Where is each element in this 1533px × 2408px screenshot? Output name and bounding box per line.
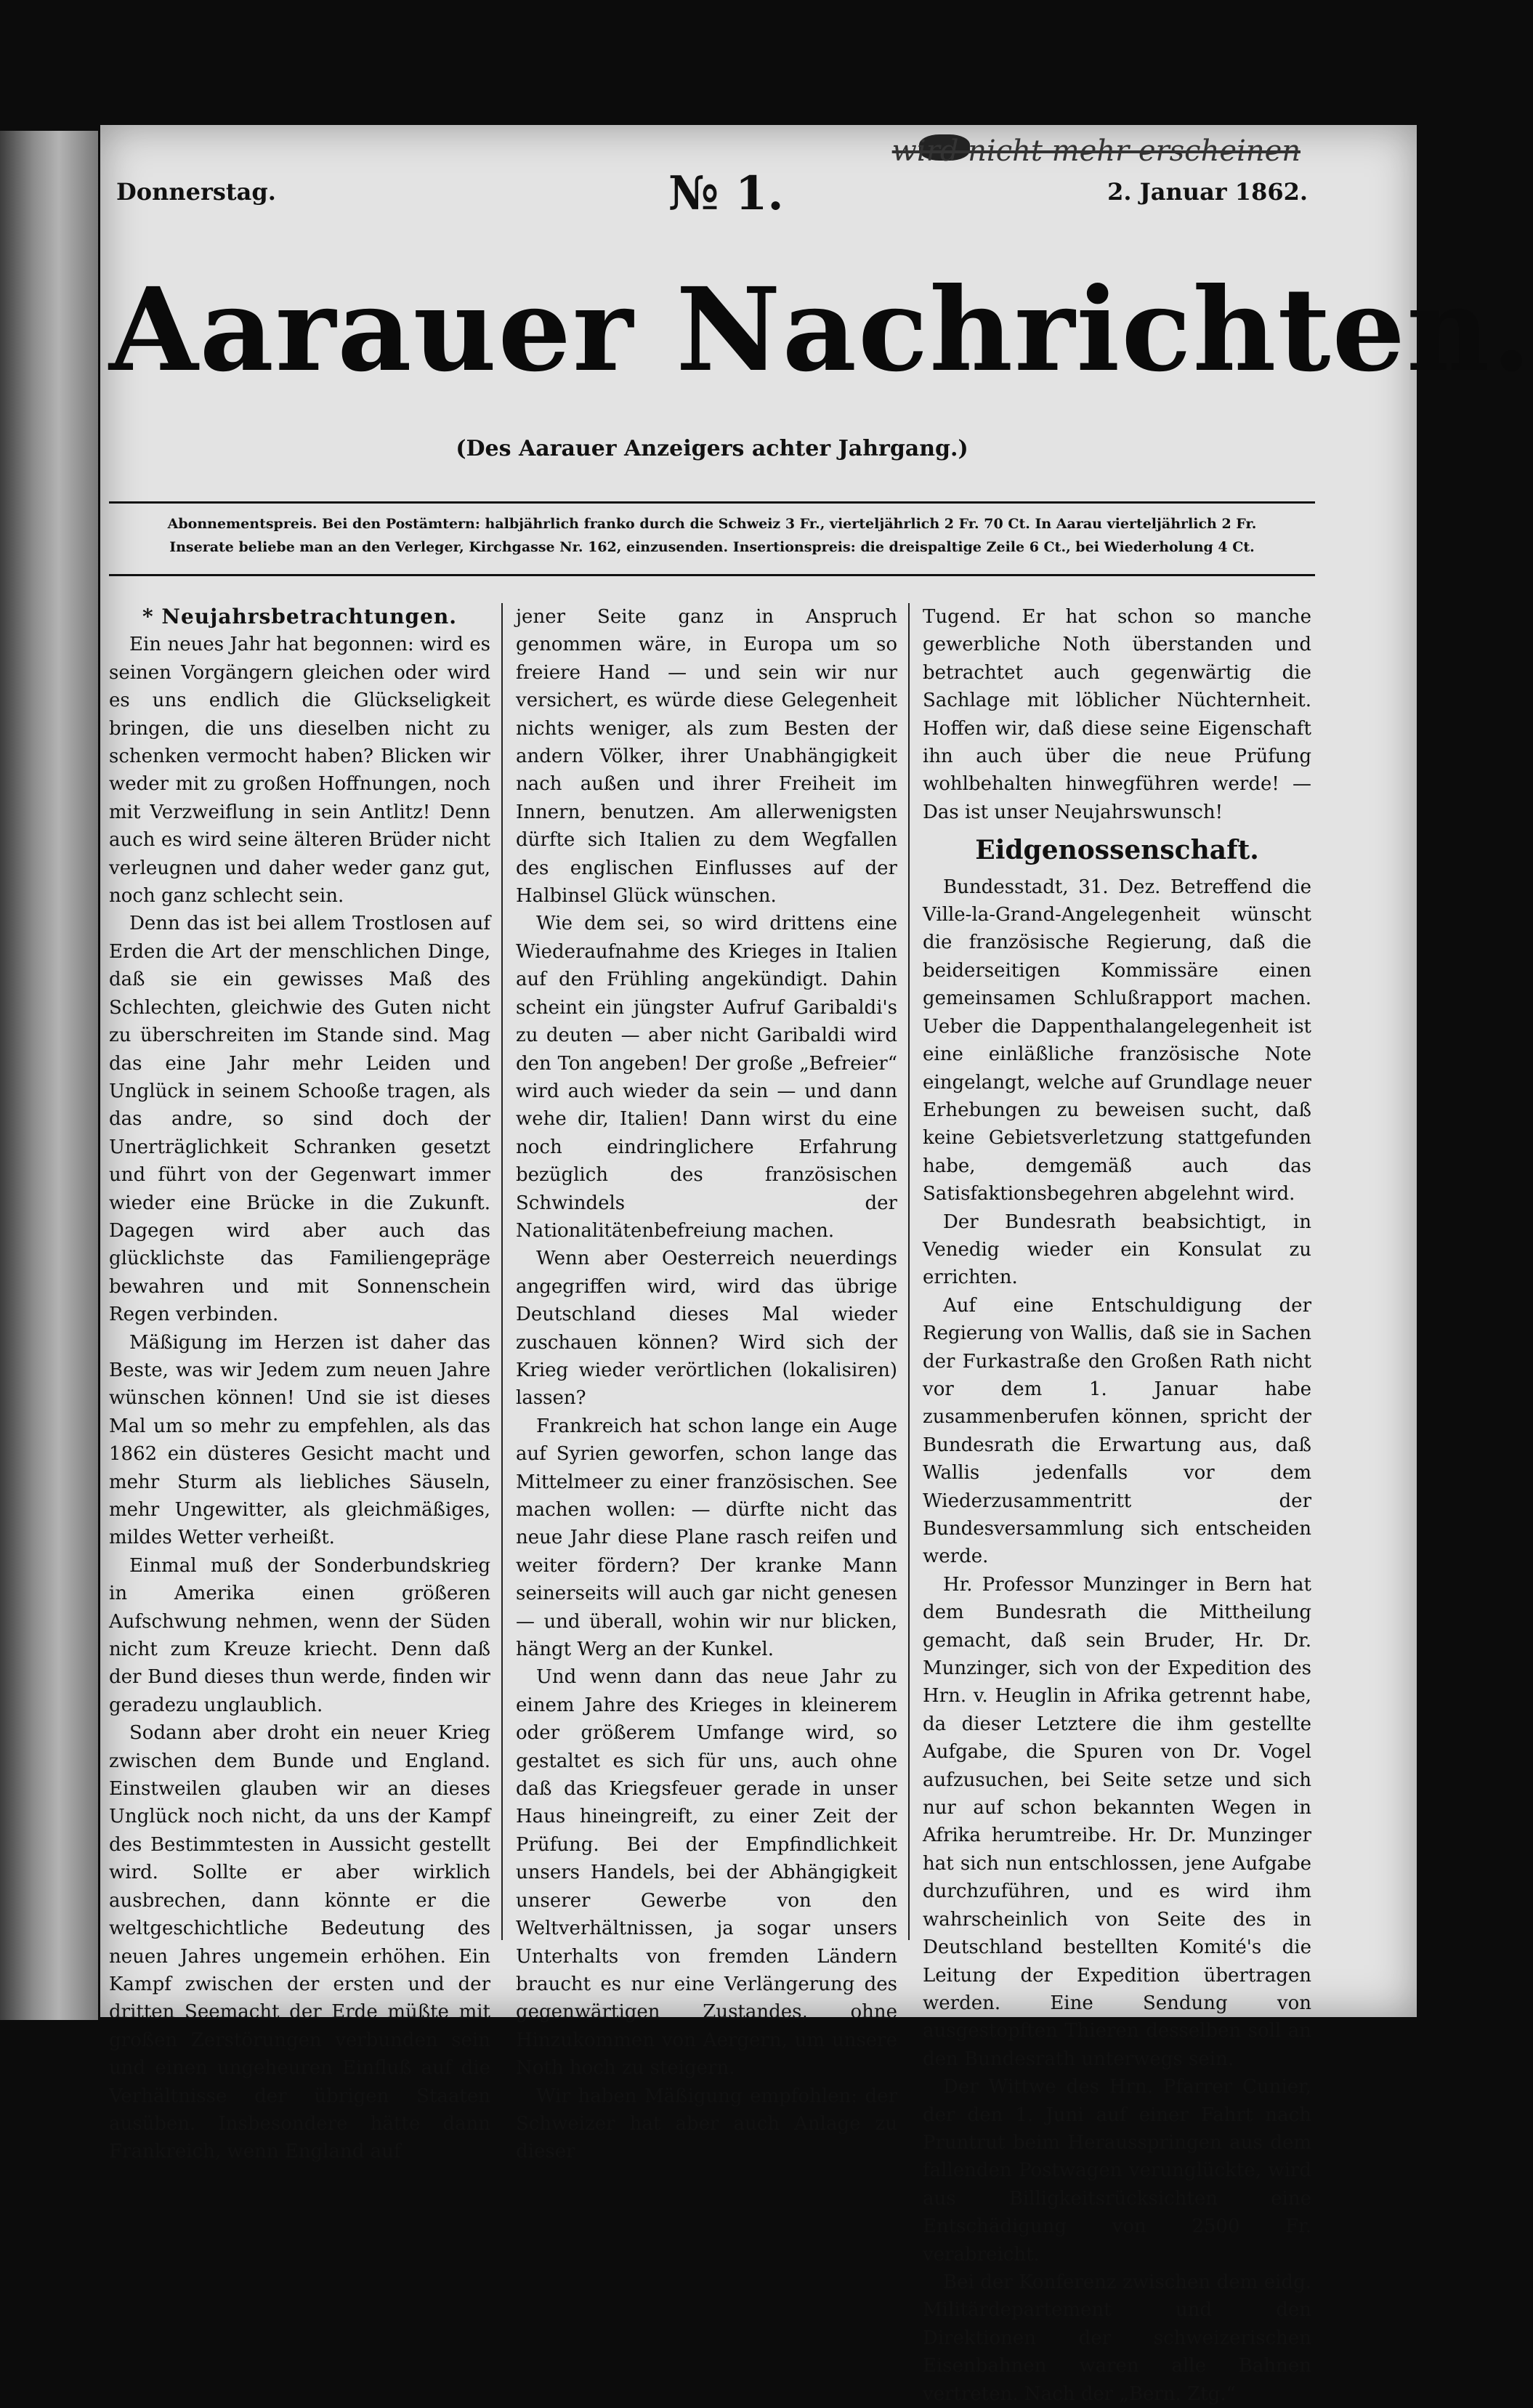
paragraph: Sodann aber droht ein neuer Krieg zwischen dem Bunde und England. Einstweilen glauben wir an dieses Unglück noch nicht, da uns der Kampf des Bestimmtesten in Aussicht gestellt wird. Sollte er aber wirklich ausbrechen, dann könnte er die weltgeschichtliche Bedeutung des neuen Jahres ungemein erhöhen. Ein Kampf zwischen der ersten und der dritten Seemacht der Erde müßte mit großen Zerstörungen verbunden sein und einen ungeheuren Einfluß auf die Verhältnisse der übrigen Staaten ausüben. Insbesondere hätte dann Frankreich, wenn England auf: [109, 1722, 490, 2163]
paragraph: Ein neues Jahr hat begonnen: wird es seinen Vorgängern gleichen oder wird es uns endlich die Glückseligkeit bringen, die uns dieselben nicht zu schenken vermocht haben? Blicken wir weder mit zu großen Hoffnungen, noch mit Verzweiflung in sein Antlitz! Denn auch es wird seine älteren Brüder nicht verleugnen und daher weder ganz gut, noch ganz schlecht sein.: [109, 634, 490, 908]
column-2: [516, 603, 897, 2163]
issue-date: 2. Januar 1862.: [1107, 178, 1308, 206]
subscription-info: [116, 512, 1308, 559]
paragraph: Hr. Professor Munzinger in Bern hat dem Bundesrath die Mittheilung gemacht, daß sein Bruder, Hr. Dr. Munzinger, sich von der Expedition des Hrn. v. Heuglin in Afrika getrennt habe, da dieser Letztere die ihm gestellte Aufgabe, die Spuren von Dr. Vogel aufzusuchen, bei Seite setze und sich nur auf schon bekannten Wegen in Afrika herumtreibe. Hr. Dr. Munzinger hat sich nun entschlossen, jene Aufgabe durchzuführen, und es wird ihm wahrscheinlich von Seite des in Deutschland bestellten Komité's die Leitung der Expedition übertragen werden. Eine Sendung von ausgestopften Thieren desselben soll an den Bundesrath unterwegs sein.: [923, 1573, 1311, 2070]
column-separator: [908, 603, 910, 1940]
masthead-subtitle: (Des Aarauer Anzeigers achter Jahrgang.): [456, 436, 968, 461]
rule-top: [109, 501, 1315, 504]
rule-bottom: [109, 574, 1315, 576]
column-separator: [501, 603, 503, 1940]
paragraph: Denn das ist bei allem Trostlosen auf Erden die Art der menschlichen Dinge, daß sie ein gewisses Maß des Schlechten, gleichwie des Guten nicht zu überschreiten im Stande sind. Mag das eine Jahr mehr Leiden und Unglück in seinem Schooße tragen, als das andre, so sind doch der Unerträglichkeit Schranken gesetzt und führt von der Gegenwart immer wieder eine Brücke in die Zukunft. Dagegen wird aber auch das glücklichste das Familiengepräge bewahren und mit Sonnenschein Regen verbinden.: [109, 913, 490, 1326]
page-content: [109, 134, 1533, 2405]
weekday: Donnerstag.: [116, 178, 276, 206]
paragraph: Mäßigung im Herzen ist daher das Beste, was wir Jedem zum neuen Jahre wünschen können! Und sie ist dieses Mal um so mehr zu empfehlen, als das 1862 ein düsteres Gesicht macht und mehr Sturm als liebliches Säuseln, mehr Ungewitter, als gleichmäßiges, mildes Wetter verheißt.: [109, 1331, 490, 1549]
paragraph: Bundesstadt, 31. Dez. Betreffend die Ville-la-Grand-Angelegenheit wünscht die französische Regierung, daß die beiderseitigen Kommissäre einen gemeinsamen Schlußrapport machen. Ueber die Dappenthalangelegenheit ist eine einläßliche französische Note eingelangt, welche auf Grundlage neuer Erhebungen zu beweisen sucht, daß keine Gebietsverletzung stattgefunden habe, demgemäß auch das Satisfaktionsbegehren abgelehnt wird.: [923, 876, 1311, 1205]
paragraph: Der Bundesrath beabsichtigt, in Venedig wieder ein Konsulat zu errichten.: [923, 1211, 1311, 1289]
paragraph: Wir haben Mäßigung empfohlen: der Schweizer hat aber auch Anlage zu dieser: [516, 2085, 897, 2163]
handwritten-annotation: wird nicht mehr erscheinen: [891, 134, 1301, 168]
column-3: [923, 603, 1311, 2405]
paragraph: Einmal muß der Sonderbundskrieg in Amerika einen größeren Aufschwung nehmen, wenn der Süden nicht zum Kreuze kriecht. Denn daß der Bund dieses thun werde, finden wir geradezu unglaublich.: [109, 1554, 490, 1716]
paragraph: Bei der Konferenz zwischen dem eidg. Militärdepartement und den Direktionen der schweizerischen Eisenbahnen waren alle Bahnen vertreten. Nach der „Bern. Ztg.“: [923, 2271, 1311, 2405]
section-heading: Eidgenossenschaft.: [975, 835, 1259, 866]
issue-number: № 1.: [668, 166, 784, 221]
article-heading: * Neujahrsbetrachtungen.: [142, 605, 458, 629]
paragraph: Tugend. Er hat schon so manche gewerbliche Noth überstanden und betrachtet auch gegenwärtig die Sachlage mit löblicher Nüchternheit. Hoffen wir, daß diese seine Eigenschaft ihn auch über die neue Prüfung wohlbehalten hinwegführen werde! — Das ist unser Neujahrswunsch!: [923, 606, 1311, 823]
paragraph: Der Wittwe des Hrn. Pfarrer Cunier, der den 1. Juni auf einer Fahrt nach Pruntrut beim Herausspringen aus dem fallenden Postwagen verunglückte, wird aus Billigkeitsrücksichten eine Entschädigung von 2500 Fr. verabreicht.: [923, 2076, 1311, 2266]
paragraph: Und wenn dann das neue Jahr zu einem Jahre des Krieges in kleinerem oder größerem Umfange wird, so gestaltet es sich für uns, auch ohne daß das Kriegsfeuer gerade in unser Haus hineingreift, zu einer Zeit der Prüfung. Bei der Empfindlichkeit unsers Handels, bei der Abhängigkeit unserer Gewerbe von den Weltverhältnissen, ja sogar unsers Unterhalts von fremden Ländern braucht es nur eine Verlängerung des gegenwärtigen Zustandes, ohne Hinzukommen von Aergern, um unsere Noth hoch zu steigern.: [516, 1666, 897, 2080]
subscription-line-2: Inserate beliebe man an den Verleger, Kirchgasse Nr. 162, einzusenden. Insertionspreis: die dreispaltige Zeile 6 Ct., bei Wiederholung 4 Ct.: [169, 539, 1255, 555]
paragraph: Wie dem sei, so wird drittens eine Wiederaufnahme des Krieges in Italien auf den Frühling angekündigt. Dahin scheint ein jüngster Aufruf Garibaldi's zu deuten — aber nicht Garibaldi wird den Ton angeben! Der große „Befreier“ wird auch wieder da sein — und dann wehe dir, Italien! Dann wirst du eine noch eindringlichere Erfahrung bezüglich des französischen Schwindels der Nationalitätenbefreiung machen.: [516, 913, 897, 1242]
paragraph: Wenn aber Oesterreich neuerdings angegriffen wird, wird das übrige Deutschland dieses Mal wieder zuschauen können? Wird sich der Krieg wieder verörtlichen (lokalisiren) lassen?: [516, 1248, 897, 1410]
paragraph: jener Seite ganz in Anspruch genommen wäre, in Europa um so freiere Hand — und sein wir nur versichert, es würde diese Gelegenheit nichts weniger, als zum Besten der andern Völker, ihrer Unabhängigkeit nach außen und ihrer Freiheit im Innern, benutzen. Am allerwenigsten dürfte sich Italien zu dem Wegfallen des englischen Einflusses auf der Halbinsel Glück wünschen.: [516, 606, 897, 908]
masthead-title: Aarauer Nachrichten.: [109, 263, 1533, 397]
binding-edge: [0, 131, 98, 2020]
header-row: [116, 166, 1315, 222]
column-1: [109, 603, 490, 2163]
subscription-line-1: Abonnementspreis. Bei den Postämtern: halbjährlich franko durch die Schweiz 3 Fr., vierteljährlich 2 Fr. 70 Ct. In Aarau vierteljährlich 2 Fr.: [167, 516, 1257, 532]
paragraph: Auf eine Entschuldigung der Regierung von Wallis, daß sie in Sachen der Furkastraße den Großen Rath nicht vor dem 1. Januar habe zusammenberufen können, spricht der Bundesrath die Erwartung aus, daß Wallis jedenfalls vor dem Wiederzusammentritt der Bundesversammlung sich entscheiden werde.: [923, 1294, 1311, 1568]
paragraph: Frankreich hat schon lange ein Auge auf Syrien geworfen, schon lange das Mittelmeer zu einer französischen. See machen wollen: — dürfte nicht das neue Jahr diese Plane rasch reifen und weiter fördern? Der kranke Mann seinerseits will auch gar nicht genesen — und überall, wohin wir nur blicken, hängt Werg an der Kunkel.: [516, 1415, 897, 1661]
